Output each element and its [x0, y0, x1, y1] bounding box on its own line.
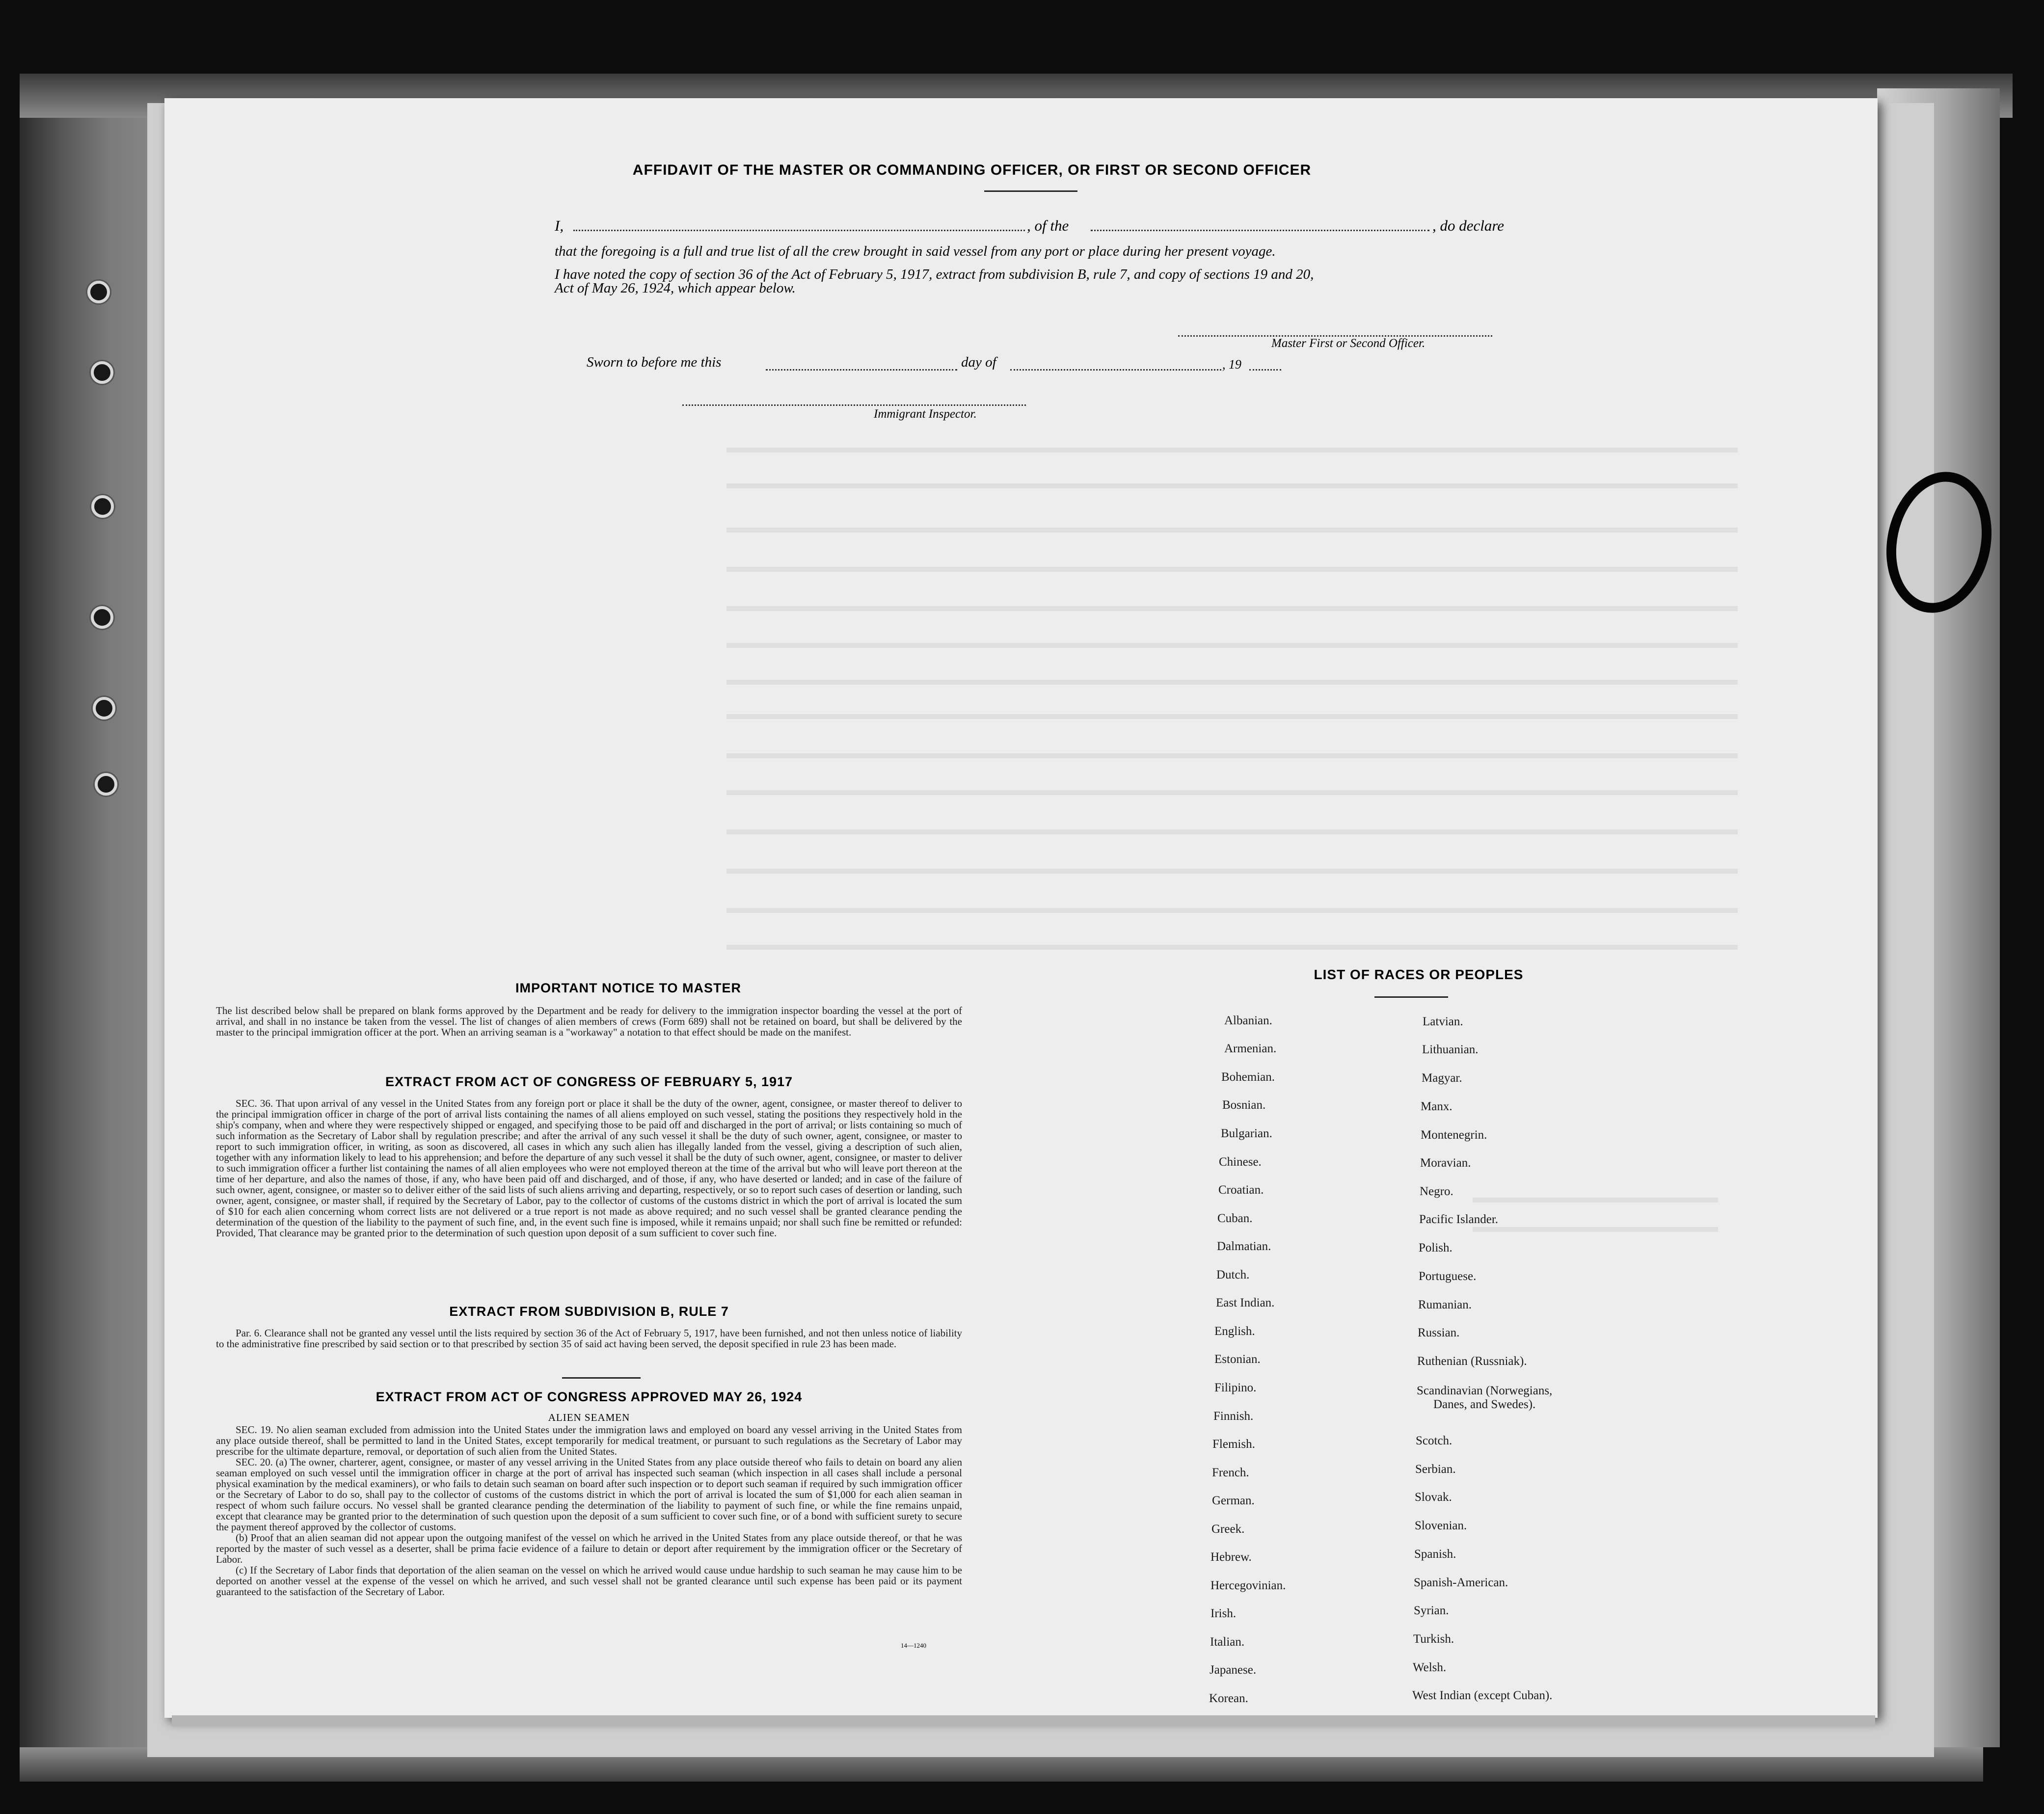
punch-hole [93, 697, 115, 720]
extract-1917-title: EXTRACT FROM ACT OF CONGRESS OF FEBRUARY 5, 1917 [385, 1074, 793, 1089]
affidavit-line-2: that the foregoing is a full and true list of all the crew brought in said vessel from any port or place during her present voyage. [555, 243, 1276, 259]
affidavit-line-3: I have noted the copy of section 36 of the Act of February 5, 1917, extract from subdivision B, rule 7, and copy of sections 19 and 20, [555, 267, 1314, 282]
section-divider-rule [562, 1377, 641, 1379]
race-item: Scotch. [1416, 1434, 1452, 1447]
races-title: LIST OF RACES OR PEOPLES [1314, 967, 1524, 982]
alien-seamen-subtitle: ALIEN SEAMEN [548, 1412, 630, 1423]
race-item: Greek. [1211, 1522, 1245, 1536]
extract-rule7-title: EXTRACT FROM SUBDIVISION B, RULE 7 [449, 1304, 729, 1319]
extract-rule7-text-block [216, 1328, 962, 1349]
race-item: Russian. [1418, 1326, 1460, 1339]
bleed-through [1473, 1227, 1718, 1232]
race-item: Scandinavian (Norwegians, [1417, 1384, 1553, 1397]
form-number: 14—1240 [901, 1642, 926, 1649]
punch-hole [91, 495, 114, 518]
inspector-label: Immigrant Inspector. [874, 407, 977, 421]
bleed-through [726, 528, 1738, 533]
extract-1924-sec20c: (c) If the Secretary of Labor finds that deportation of the alien seaman on the vessel on which he arrived would cause undue hardship to such seaman he may cause him to be deported on another vessel at the expense of the vessel on which he arrived, and such vessel shall not be granted clearance until such expense has been paid or its payment guaranteed to the satisfaction of the Secretary of Labor. [216, 1564, 962, 1598]
race-item: Montenegrin. [1421, 1128, 1487, 1142]
affidavit-i-label: I, [555, 217, 564, 234]
race-item: Italian. [1210, 1635, 1245, 1649]
affidavit-do-declare-label: , do declare [1432, 217, 1505, 234]
race-item: Rumanian. [1418, 1298, 1472, 1311]
race-item: Slovenian. [1415, 1519, 1467, 1532]
sworn-day-blank-line[interactable] [766, 369, 957, 371]
race-item: Flemish. [1212, 1438, 1255, 1451]
bleed-through [726, 829, 1738, 834]
vessel-blank-line[interactable] [1091, 230, 1429, 231]
race-item: Hebrew. [1210, 1550, 1252, 1564]
race-item: West Indian (except Cuban). [1412, 1689, 1553, 1702]
punch-hole [91, 606, 113, 629]
bleed-through [726, 945, 1738, 950]
bleed-through [726, 790, 1738, 795]
race-item: Serbian. [1415, 1463, 1456, 1476]
extract-rule7-body: Par. 6. Clearance shall not be granted any vessel until the lists required by section 36 of the Act of February 5, 1917, have been furnished, and not then unless notice of liability to the administrative fine prescribed by said section or to that prescribed by section 35 of said act having been served, the deposit specified in rule 23 has been made. [216, 1327, 962, 1350]
bleed-through [1473, 1198, 1718, 1202]
bleed-through [726, 448, 1738, 453]
race-item: Irish. [1210, 1607, 1237, 1620]
race-item: Bosnian. [1222, 1098, 1266, 1112]
race-item: Portuguese. [1419, 1270, 1477, 1283]
day-of-label: day of [961, 354, 996, 370]
race-item: Japanese. [1210, 1663, 1257, 1677]
race-item: Finnish. [1213, 1410, 1254, 1423]
extract-1924-sec20b: (b) Proof that an alien seaman did not appear upon the outgoing manifest of the vessel on which he arrived in the United States from any place outside thereof, or that he was reported by the master of such vessel as a deserter, shall be prima facie evidence of a failure to detain or deport after requirement by the immigration officer or the Secretary of Labor. [216, 1532, 962, 1565]
race-item: Hercegovinian. [1210, 1579, 1286, 1592]
race-item: German. [1212, 1494, 1255, 1507]
race-item: Latvian. [1423, 1015, 1463, 1028]
bleed-through [726, 908, 1738, 913]
bleed-through [726, 753, 1738, 758]
race-item: Armenian. [1224, 1042, 1277, 1055]
year-label: , 19 [1222, 357, 1241, 372]
race-item: Syrian. [1414, 1604, 1449, 1617]
extract-1917-body: SEC. 36. That upon arrival of any vessel in the United States from any foreign port or place it shall be the duty of the owner, agent, consignee, or master thereof to deliver to the principal immigration officer in charge of the port of arrival lists containing the names of all aliens employed on such vessel, stating the positions they respectively hold in the ship's company, when and where they were respectively shipped or engaged, and specifying those to be paid off and discharged in the port of arrival; or lists containing so much of such information as the Secretary of Labor shall by regulation prescribe; and after the arrival of any such vessel it shall be the duty of such owner, agent, consignee, or master to report to such immigration officer, in writing, as soon as discovered, all cases in which any such alien has illegally landed from the vessel, giving a description of such alien, together with any information likely to lead to his apprehension; and before the departure of any such vessel it shall be the duty of such owner, agent, consignee, or master to deliver to such immigration officer a further list containing the names of all alien employees who were not employed thereon at the time of the arrival but who will leave port thereon at the time of her departure, and also the names of those, if any, who have been paid off and discharged, and of those, if any, who have deserted or landed; and in case of the failure of such owner, agent, consignee, or master so to deliver either of the said lists of such aliens arriving and departing, respectively, or so to report such cases of desertion or landing, such owner, agent, consignee, or master shall, if required by the Secretary of Labor, pay to the collector of customs of the customs district in which the port of arrival is located the sum of $10 for each alien concerning whom correct lists are not delivered or a true report is not made as above required; and no such vessel shall be granted clearance pending the determination of the question of the liability to the payment of such fine, and, in the event such fine is imposed, while it remains unpaid; nor shall such fine be remitted or refunded: Provided, That clearance may be granted prior to the determination of such question upon deposit of a sum sufficient to cover such fine. [216, 1097, 962, 1239]
punch-hole [87, 281, 110, 303]
affidavit-line-4: Act of May 26, 1924, which appear below. [555, 280, 796, 296]
race-item: French. [1212, 1466, 1249, 1479]
race-item: Bohemian. [1221, 1070, 1275, 1084]
extract-1924-sec20a: SEC. 20. (a) The owner, charterer, agent, consignee, or master of any vessel arriving in the United States from any place outside thereof who fails to detain on board any alien seaman employed on such vessel until the immigration officer in charge at the port of arrival has inspected such seaman (which inspection in all cases shall include a personal physical examination by the medical examiners), or who fails to detain such seaman on board after such inspection or to deport such seaman if required by such immigration officer or the Secretary of Labor to do so, shall pay to the collector of customs of the customs district in which the port of arrival is located the sum of $1,000 for each alien seaman in respect of whom such failure occurs. No vessel shall be granted clearance pending the determination of the liability to payment of such fine, or while the fine remains unpaid, except that clearance may be granted prior to the determination of such question upon the deposit of a sum sufficient to cover such fine, or of a bond with sufficient surety to secure the payment thereof approved by the collector of customs. [216, 1456, 962, 1533]
title-rule [984, 190, 1077, 192]
notice-title: IMPORTANT NOTICE TO MASTER [515, 981, 741, 995]
name-blank-line[interactable] [573, 230, 1025, 231]
notice-text-block [216, 1005, 962, 1038]
race-item: Estonian. [1214, 1353, 1261, 1366]
race-item: Moravian. [1420, 1156, 1471, 1170]
race-item: English. [1214, 1325, 1255, 1338]
page-bottom-edge [172, 1715, 1875, 1726]
extract-1924-text-block [216, 1424, 962, 1597]
bleed-through [726, 483, 1738, 488]
race-item: Lithuanian. [1422, 1043, 1479, 1056]
race-item: Manx. [1421, 1100, 1452, 1113]
race-item: Korean. [1209, 1692, 1248, 1705]
punch-hole [95, 773, 117, 796]
sworn-label: Sworn to before me this [587, 354, 722, 370]
race-item: Polish. [1419, 1241, 1452, 1254]
bleed-through [726, 680, 1738, 685]
extract-1924-title: EXTRACT FROM ACT OF CONGRESS APPROVED MAY 26, 1924 [376, 1389, 803, 1404]
race-item: Chinese. [1219, 1155, 1262, 1169]
sworn-year-blank-line[interactable] [1249, 369, 1281, 371]
extract-1924-sec19: SEC. 19. No alien seaman excluded from admission into the United States under the immigration laws and employed on board any vessel arriving in the United States from any place outside thereof, shall be permitted to land in the United States, except temporarily for medical treatment, or pursuant to such regulations as the Secretary of Labor may prescribe for the ultimate departure, removal, or deportation of such alien from the United States. [216, 1424, 962, 1457]
race-item: Welsh. [1413, 1661, 1447, 1674]
race-item: Albanian. [1224, 1014, 1272, 1027]
race-item: Dutch. [1216, 1268, 1250, 1281]
inspector-signature-line[interactable] [682, 404, 1026, 406]
race-item: Bulgarian. [1221, 1127, 1272, 1140]
race-item: Magyar. [1422, 1071, 1462, 1085]
race-item: Filipino. [1214, 1381, 1257, 1394]
race-item: Ruthenian (Russniak). [1417, 1355, 1527, 1368]
sworn-month-blank-line[interactable] [1010, 369, 1221, 371]
race-item: Spanish-American. [1414, 1576, 1508, 1589]
race-item: Slovak. [1415, 1491, 1452, 1504]
extract-1917-text-block [216, 1098, 962, 1238]
races-title-rule [1374, 996, 1448, 998]
race-item: Negro. [1420, 1185, 1453, 1198]
bleed-through [726, 714, 1738, 719]
race-item: Spanish. [1414, 1547, 1456, 1561]
affidavit-of-the-label: , of the [1027, 217, 1069, 234]
race-item: Turkish. [1413, 1632, 1454, 1646]
affidavit-title: AFFIDAVIT OF THE MASTER OR COMMANDING OFFICER, OR FIRST OR SECOND OFFICER [632, 162, 1312, 178]
bleed-through [726, 606, 1738, 611]
officer-signature-label: Master First or Second Officer. [1271, 337, 1425, 350]
race-item: Pacific Islander. [1419, 1213, 1499, 1226]
bleed-through [726, 567, 1738, 572]
race-item: East Indian. [1216, 1296, 1275, 1309]
bleed-through [726, 869, 1738, 874]
notice-body: The list described below shall be prepared on blank forms approved by the Department and be ready for delivery to the immigration inspector boarding the vessel at the port of arrival, and shall in no instance be taken from the vessel. The list of changes of alien members of crews (Form 689) shall not be retained on board, but shall be delivered by the master to the principal immigration officer at the port. When an arriving seaman is a "workaway" a notation to that effect should be made on the manifest. [216, 1005, 962, 1038]
race-item: Croatian. [1218, 1183, 1264, 1197]
race-item: Danes, and Swedes). [1433, 1398, 1536, 1411]
punch-hole [91, 361, 113, 384]
race-item: Cuban. [1217, 1212, 1253, 1225]
race-item: Dalmatian. [1217, 1240, 1271, 1253]
bleed-through [726, 643, 1738, 648]
